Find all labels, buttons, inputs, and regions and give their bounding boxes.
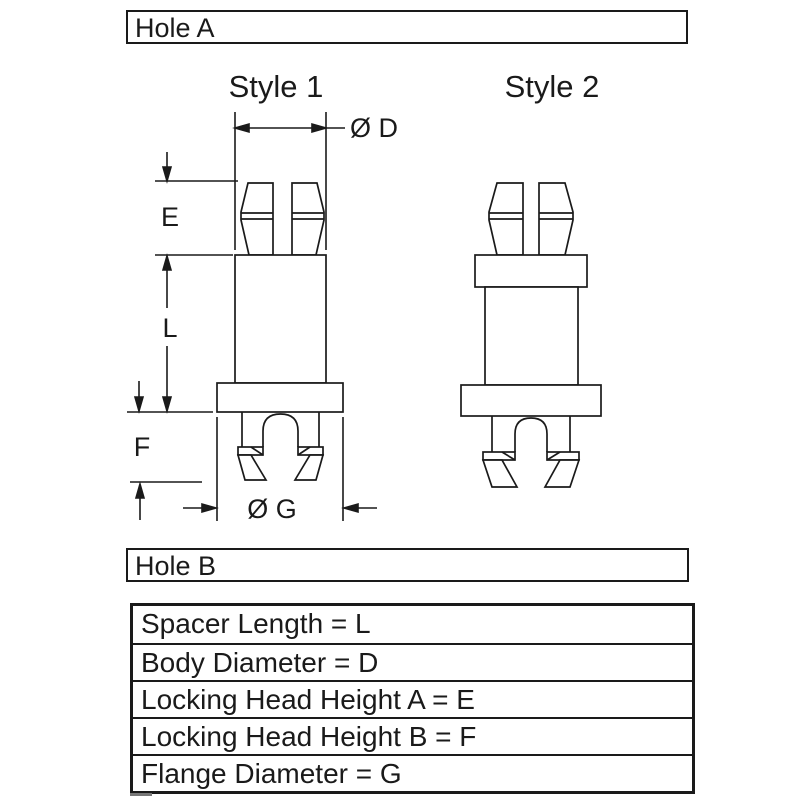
style1-flange: [217, 383, 343, 412]
style1-foot-left: [238, 455, 266, 480]
legend-row-body-diameter: Body Diameter = D: [133, 643, 692, 680]
dim-f-label: F: [133, 432, 151, 462]
dim-g-arrow-right: [344, 504, 358, 512]
style1-barb-left: [238, 447, 263, 455]
dim-f-arrow-bottom: [136, 484, 144, 498]
hole-a-label: Hole A: [135, 13, 215, 43]
style2-body: [485, 287, 578, 385]
dim-e-label: E: [160, 202, 179, 232]
style2-foot-left: [483, 460, 517, 487]
style2-barb-right: [547, 452, 579, 460]
style2-collar: [475, 255, 587, 287]
dim-l-label: L: [162, 313, 178, 343]
cropped-bottom-box-edge: [130, 793, 152, 796]
dim-l-arrow-top: [163, 256, 171, 270]
dim-d-arrow-right: [312, 124, 326, 132]
legend-row-locking-head-height-b: Locking Head Height B = F: [133, 717, 692, 754]
dim-f-arrow-top: [135, 397, 143, 411]
style2-bottom-slot-arch: [515, 418, 547, 452]
style1-body: [235, 255, 326, 383]
dim-d-label: Ø D: [350, 113, 399, 143]
style1-bottom-slot-arch: [263, 414, 298, 447]
style1-bottom-legs-outer: [242, 412, 319, 447]
style-2-heading: Style 2: [504, 69, 600, 104]
style2-bottom-legs-outer: [492, 416, 570, 452]
dim-l-arrow-bottom: [163, 397, 171, 411]
legend-row-spacer-length: Spacer Length = L: [133, 606, 692, 643]
hole-b-box: [126, 548, 689, 582]
dim-e-arrow-top: [163, 167, 171, 181]
style-2-drawing: [461, 183, 601, 487]
legend-table: [130, 603, 695, 794]
legend-row-flange-diameter: Flange Diameter = G: [133, 754, 692, 791]
style1-foot-right: [295, 455, 323, 480]
style2-barb-left: [483, 452, 515, 460]
style2-flange: [461, 385, 601, 416]
style-1-drawing: [217, 183, 343, 480]
dim-g-arrow-left: [202, 504, 216, 512]
style2-foot-right: [545, 460, 579, 487]
legend-row-locking-head-height-a: Locking Head Height A = E: [133, 680, 692, 717]
dim-g-label: Ø G: [247, 494, 297, 524]
style-1-heading: Style 1: [228, 69, 324, 104]
hole-b-label: Hole B: [135, 551, 217, 581]
style1-barb-right: [298, 447, 323, 455]
dim-d-arrow-left: [235, 124, 249, 132]
